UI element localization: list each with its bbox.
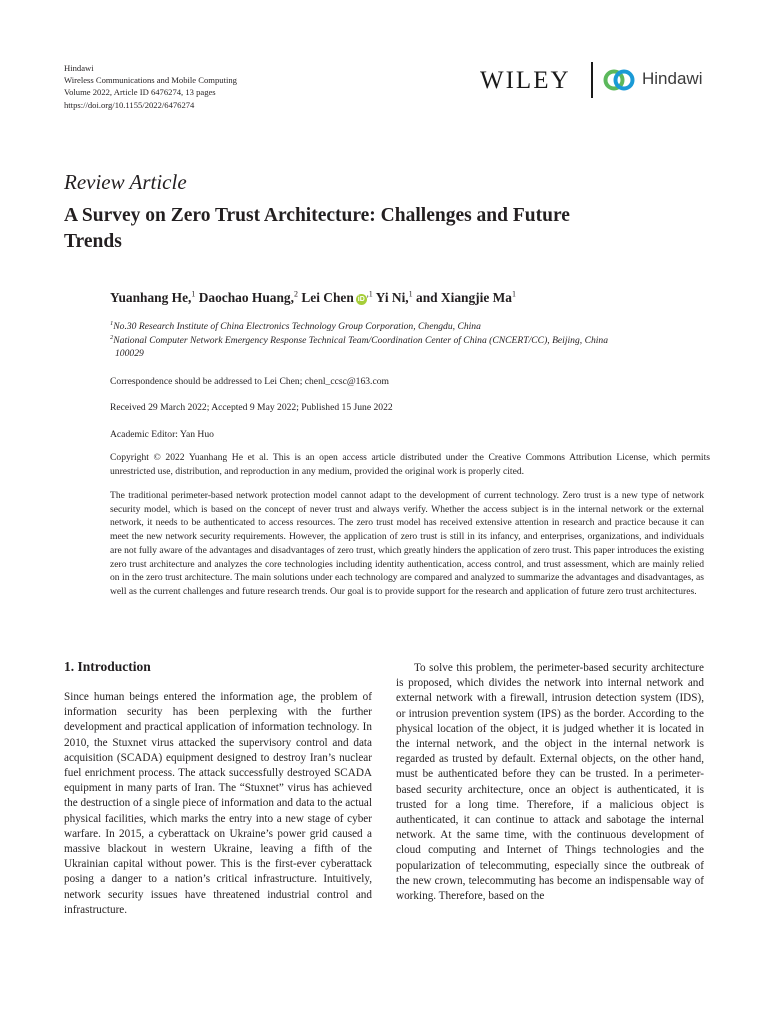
publication-dates: Received 29 March 2022; Accepted 9 May 2022; Published 15 June 2022 <box>110 402 393 413</box>
author-name[interactable]: and Xiangjie Ma <box>416 290 512 305</box>
orcid-icon[interactable]: iD <box>357 296 365 303</box>
publisher-name: Hindawi <box>64 63 94 73</box>
author-affiliation-mark: 1 <box>191 289 196 299</box>
doi-link[interactable]: https://doi.org/10.1155/2022/6476274 <box>64 99 195 110</box>
academic-editor: Academic Editor: Yan Huo <box>110 429 214 440</box>
affiliations <box>110 320 710 361</box>
affiliation-2: $^2$National Computer Network Emergency Response Technical Team/Coordination Center of China (CNCERT/CC), Beijing, China <box>110 333 609 346</box>
copyright-notice: Copyright © 2022 Yuanhang He et al. This is an open access article distributed under the Creative Commons Attribution License, which permits unrestricted use, distribution, and reproduction in any medium, provided the original work is properly cited. <box>110 452 710 477</box>
article-type: Review Article <box>64 170 187 194</box>
author-affiliation-mark: 1 <box>408 289 413 299</box>
publisher-logos <box>480 62 710 98</box>
author-affiliation-mark: 2 <box>293 289 298 299</box>
author-name[interactable]: Yi Ni, <box>375 290 409 305</box>
journal-metadata <box>64 62 237 111</box>
author-affiliation-mark: ,1 <box>366 289 373 299</box>
abstract: The traditional perimeter-based network protection model cannot adapt to the development of current technology. Zero trust is a new type of network security model, which is based on the concept of never trust and always verify. Whether the access subject is in the internal network or the external network, it needs to be authenticated to access resources. The zero trust model has received extensive attention in research and practice because it can meet the new network security requirements. However, the application of zero trust is still in its infancy, and enterprises, organizations, and individuals are not fully aware of the advantages and disadvantages of zero trust, which greatly hinders the application of zero trust. This paper introduces the existing zero trust architecture and analyzes the core technologies including identity authentication, access control, and trust assessment, which are mainly relied on in the zero trust architecture. The main solutions under each technology are compared and analyzed to summarize the advantages and disadvantages, as well as the current challenges and future research trends. Our goal is to provide support for the research and application of future zero trust architectures. <box>110 490 704 597</box>
hindawi-logo-text: Hindawi <box>642 69 703 88</box>
author-name[interactable]: Daochao Huang, <box>198 290 294 305</box>
body-paragraph-left: Since human beings entered the information age, the problem of information security has been perplexing with the further development and practical application of information technology. In 2010, the Stuxnet virus attacked the supervisory control and data acquisition (SCADA) equipment designed to destroy Iran’s nuclear fuel enrichment process. The attack successfully destroyed SCADA equipment in many parts of Iran. The “Stuxnet” virus has achieved the destruction of a single piece of information and data to the actual physical facilities, which marks the entry into a new stage of cyber warfare. In 2015, a cyberattack on Ukraine’s power grid caused a massive blackout in western Ukraine, leaving a fifth of the Ukrainian capital without power. This is the first-ever cyberattack posing a danger to a nation’s critical infrastructure. Intuitively, network security issues have threatened industrial control and infrastructure. <box>64 691 372 916</box>
journal-name: Wireless Communications and Mobile Computing <box>64 75 237 86</box>
paper-title: A Survey on Zero Trust Architecture: Challenges and Future Trends <box>64 205 570 252</box>
author-list <box>110 290 516 306</box>
hindawi-interlocking-rings-icon <box>603 68 635 92</box>
author-affiliation-mark: 1 <box>511 289 516 299</box>
author-name[interactable]: Lei Chen <box>301 290 354 305</box>
section-heading: 1. Introduction <box>64 659 151 674</box>
affiliation-2-postcode: 100029 <box>115 348 144 359</box>
volume-info: Volume 2022, Article ID 6476274, 13 pages <box>64 87 216 98</box>
wiley-logo: WILEY <box>480 67 571 94</box>
correspondence: Correspondence should be addressed to Lei Chen; chenl_ccsc@163.com <box>110 376 389 387</box>
affiliation-1: $^1$No.30 Research Institute of China Electronics Technology Group Corporation, Chengdu, China <box>110 319 481 332</box>
logo-divider <box>591 62 593 98</box>
body-paragraph-right: To solve this problem, the perimeter-based security architecture is proposed, which divides the network into internal network and external network with a firewall, intrusion detection system (IDS), or intrusion prevention system (IPS) as the border. According to the physical location of the object, it is judged whether it is located in the internal network, and the object in the internal network is regarded as trusted by default. External objects, on the other hand, must be authenticated before they can be trusted. In a perimeter-based security architecture, once an object is authenticated, it is trusted for a long time. Therefore, if a malicious object is authenticated, it can continue to attack and sabotage the internal network. At the same time, with the continuous development of cloud computing and Internet of Things technologies and the popularization of telecommuting, especially since the outbreak of the new crown, telecommuting has become an indispensable way of working. Therefore, based on the <box>396 662 704 903</box>
author-name[interactable]: Yuanhang He, <box>110 290 192 305</box>
